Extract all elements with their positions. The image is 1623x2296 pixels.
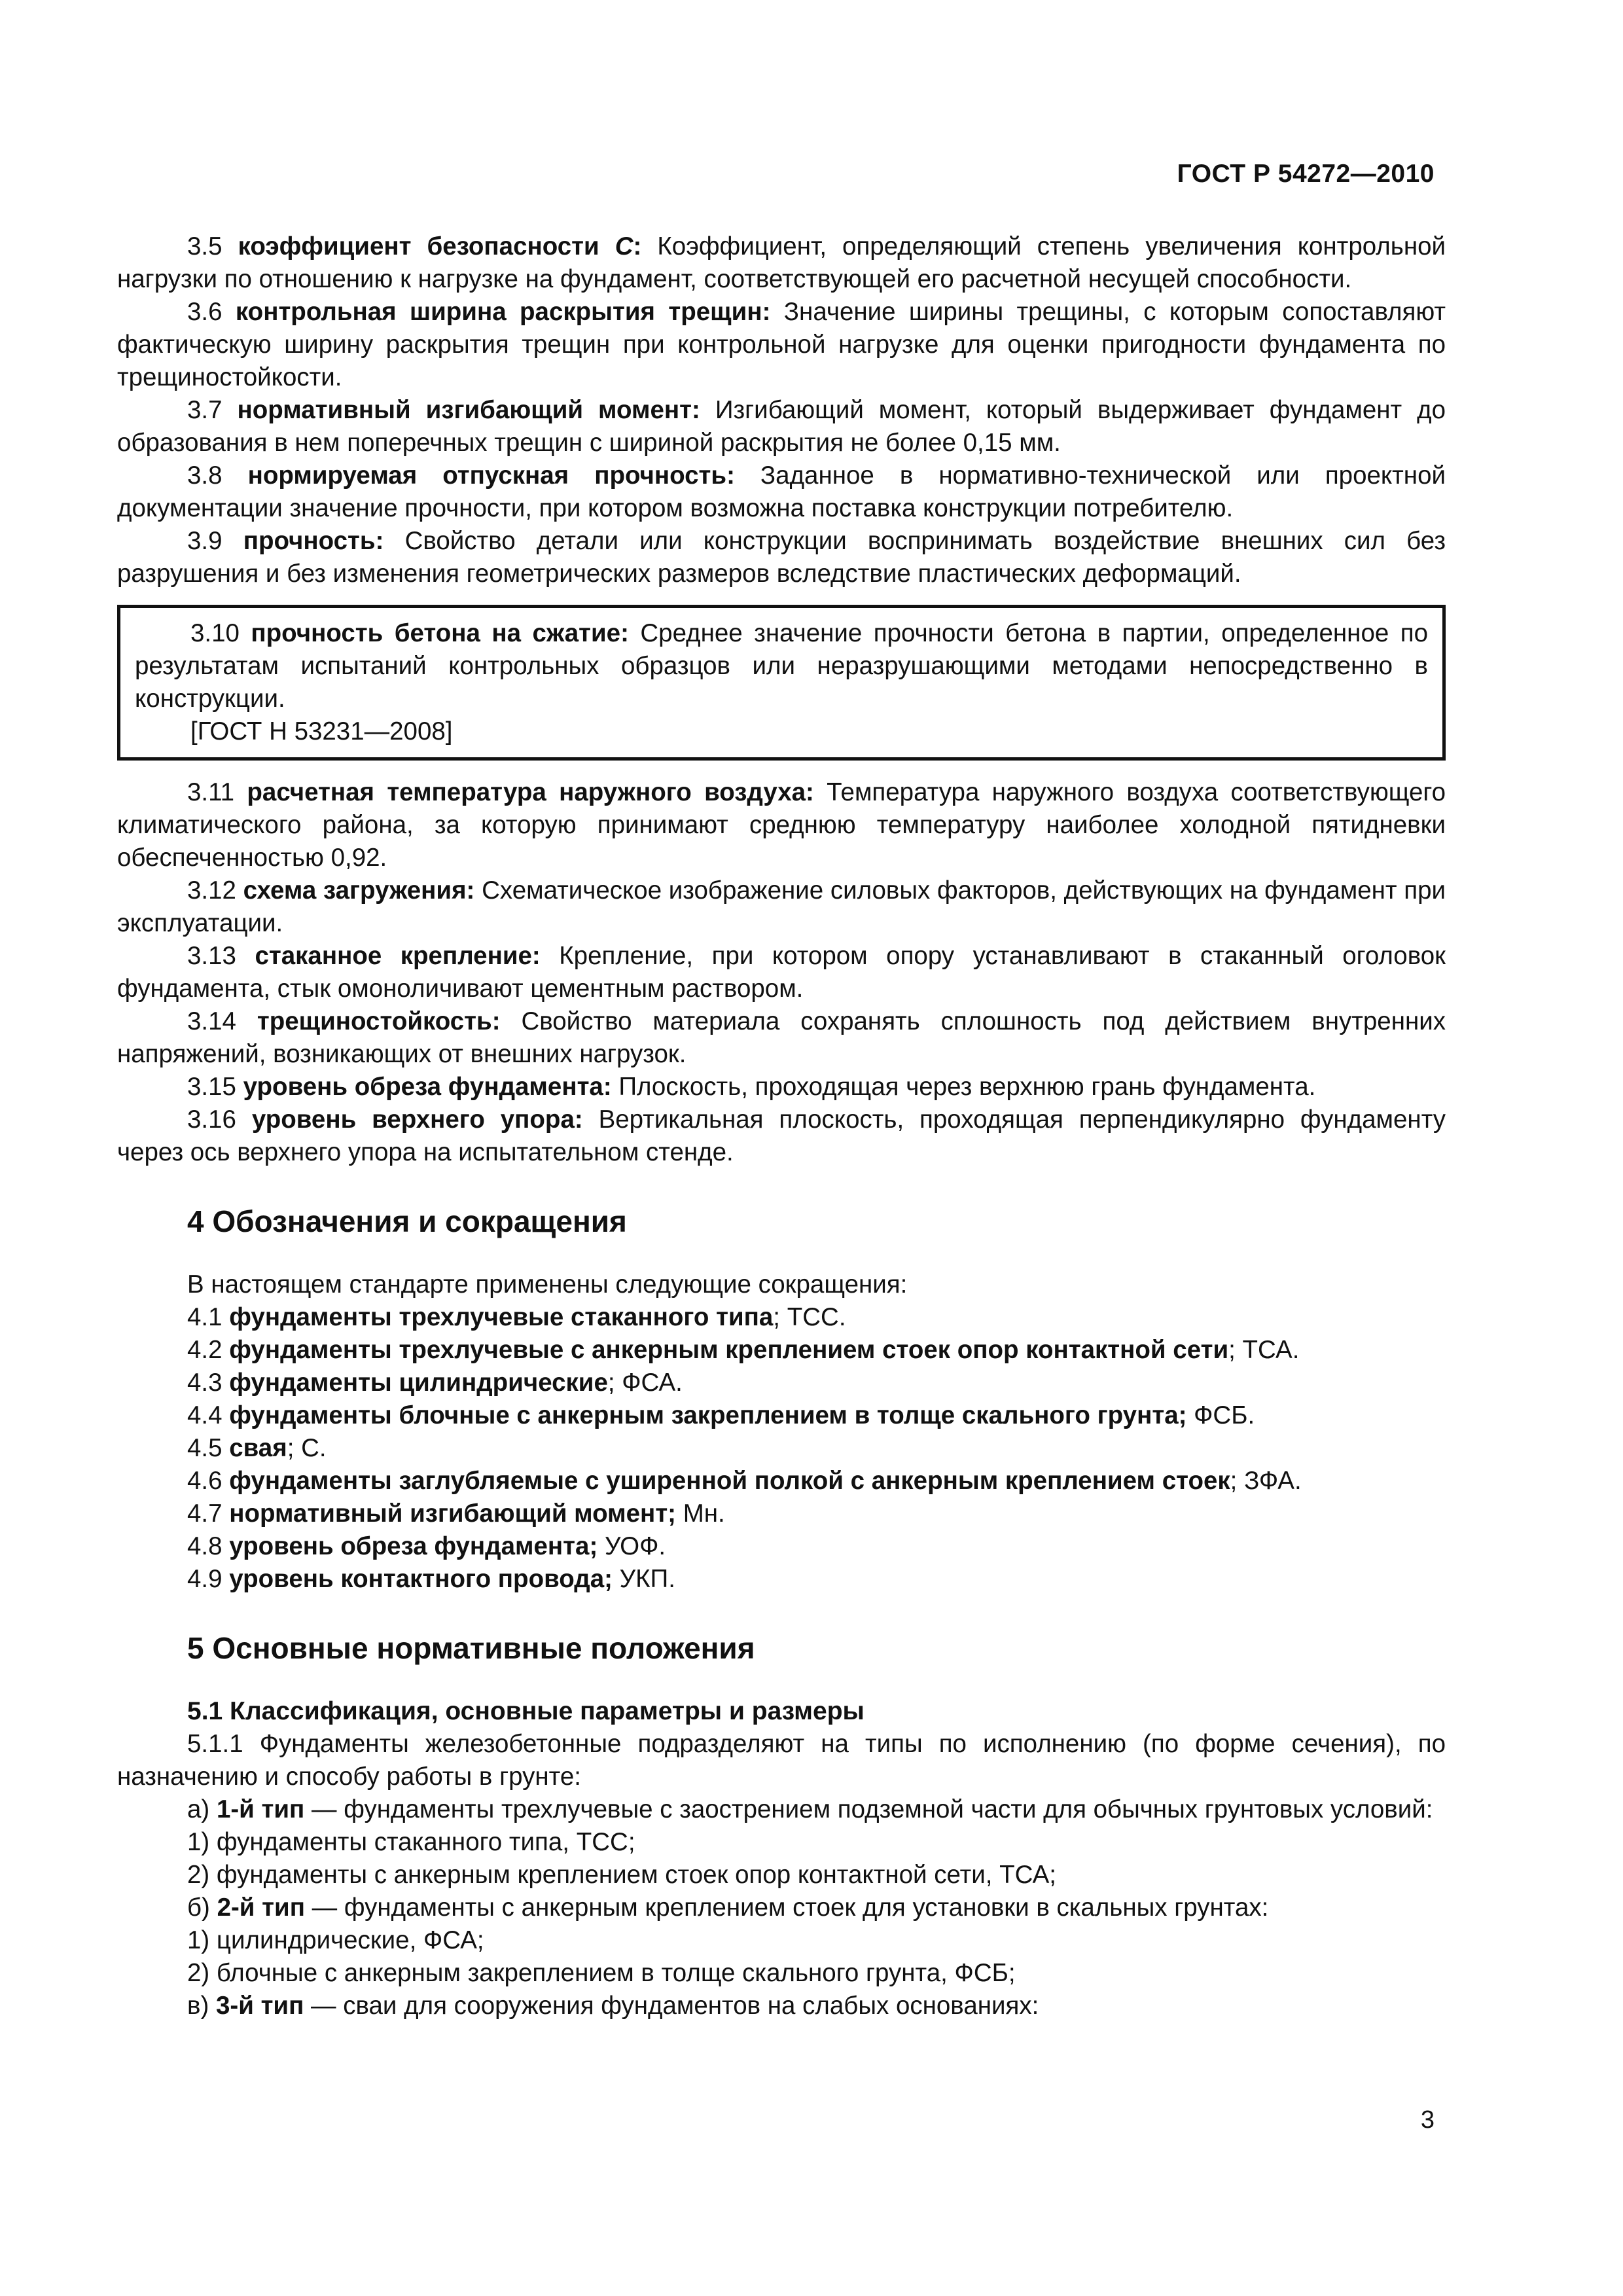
list-item: 1) фундаменты стаканного типа, ТСС; xyxy=(187,1828,635,1856)
terms-list-1 xyxy=(117,230,1446,590)
abbr-item: 4.8 уровень обреза фундамента; УОФ. xyxy=(187,1532,666,1560)
abbr-item: 4.4 фундаменты блочные с анкерным закреплением в толще скального грунта; ФСБ. xyxy=(187,1401,1255,1429)
boxed-term-3-10 xyxy=(117,605,1446,761)
term-3-5: 3.5 коэффициент безопасности С: Коэффициент, определяющий степень увеличения контрольной нагрузки по отношению к нагрузке на фундамент, соответствующей его расчетной несущей способности. xyxy=(117,232,1446,293)
page-number: 3 xyxy=(1420,2106,1435,2134)
type-3-item: в) 3-й тип — сваи для сооружения фундаментов на слабых основаниях: xyxy=(187,1992,1039,2020)
term-3-14: 3.14 трещиностойкость: Свойство материала сохранять сплошность под действием внутренних напряжений, возникающих от внешних нагрузок. xyxy=(117,1007,1446,1068)
document-id-header: ГОСТ Р 54272—2010 xyxy=(1177,160,1435,188)
term-3-11: 3.11 расчетная температура наружного воздуха: Температура наружного воздуха соответствующего климатического района, за которую принимают среднюю температуру наиболее холодной пятидневки обеспеченностью 0,92. xyxy=(117,778,1446,872)
term-3-16: 3.16 уровень верхнего упора: Вертикальная плоскость, проходящая перпендикулярно фундаменту через ось верхнего упора на испытательном стенде. xyxy=(117,1105,1446,1166)
term-3-8: 3.8 нормируемая отпускная прочность: Заданное в нормативно-технической или проектной документации значение прочности, при котором возможна поставка конструкции потребителю. xyxy=(117,461,1446,522)
term-3-10: 3.10 прочность бетона на сжатие: Среднее значение прочности бетона в партии, определенное по результатам испытаний контрольных образцов или неразрушающими методами непосредственно в конструкции. xyxy=(135,619,1428,713)
list-item: 2) фундаменты с анкерным креплением стоек опор контактной сети, ТСА; xyxy=(187,1861,1056,1889)
abbreviations-intro: В настоящем стандарте применены следующие сокращения: xyxy=(187,1270,908,1299)
type-1-item: а) 1-й тип — фундаменты трехлучевые с заострением подземной части для обычных грунтовых условий: xyxy=(187,1795,1433,1823)
section-5-title: 5 Основные нормативные положения xyxy=(187,1631,755,1665)
page-content xyxy=(117,230,1446,2022)
abbr-item: 4.7 нормативный изгибающий момент; Мн. xyxy=(187,1499,725,1528)
section-4-title: 4 Обозначения и сокращения xyxy=(187,1204,627,1238)
abbreviations-list xyxy=(117,1268,1446,1596)
list-item: 2) блочные с анкерным закреплением в толще скального грунта, ФСБ; xyxy=(187,1959,1016,1987)
list-item: 1) цилиндрические, ФСА; xyxy=(187,1926,484,1954)
type-2-item: б) 2-й тип — фундаменты с анкерным креплением стоек для установки в скальных грунтах: xyxy=(187,1893,1269,1922)
term-3-9: 3.9 прочность: Свойство детали или конструкции воспринимать воздействие внешних сил без разрушения и без изменения геометрических размеров вследствие пластических деформаций. xyxy=(117,527,1446,588)
term-3-7: 3.7 нормативный изгибающий момент: Изгибающий момент, который выдерживает фундамент до образования в нем поперечных трещин с шириной раскрытия не более 0,15 мм. xyxy=(117,396,1446,457)
abbr-item: 4.2 фундаменты трехлучевые с анкерным креплением стоек опор контактной сети; ТСА. xyxy=(187,1336,1300,1364)
term-3-12: 3.12 схема загружения: Схематическое изображение силовых факторов, действующих на фундамент при эксплуатации. xyxy=(117,876,1446,937)
subsection-5-1-title: 5.1 Классификация, основные параметры и размеры xyxy=(187,1697,865,1725)
term-3-15: 3.15 уровень обреза фундамента: Плоскость, проходящая через верхнюю грань фундамента. xyxy=(187,1073,1316,1101)
abbr-item: 4.5 свая; С. xyxy=(187,1434,327,1462)
abbr-item: 4.6 фундаменты заглубляемые с уширенной полкой с анкерным креплением стоек; ЗФА. xyxy=(187,1467,1302,1495)
abbr-item: 4.9 уровень контактного провода; УКП. xyxy=(187,1565,675,1593)
term-reference: [ГОСТ Н 53231—2008] xyxy=(190,717,453,745)
paragraph-5-1-1: 5.1.1 Фундаменты железобетонные подразделяют на типы по исполнению (по форме сечения), по назначению и способу работы в грунте: xyxy=(117,1730,1446,1791)
abbr-item: 4.3 фундаменты цилиндрические; ФСА. xyxy=(187,1369,683,1397)
term-3-6: 3.6 контрольная ширина раскрытия трещин: Значение ширины трещины, с которым сопоставляют фактическую ширину раскрытия трещин при контрольной нагрузке для оценки пригодности фундамента по трещиностойкости. xyxy=(117,298,1446,391)
terms-list-2 xyxy=(117,776,1446,1169)
abbr-item: 4.1 фундаменты трехлучевые стаканного типа; ТСС. xyxy=(187,1303,846,1331)
term-3-13: 3.13 стаканное крепление: Крепление, при котором опору устанавливают в стаканный оголовок фундамента, стык омоноличивают цементным раствором. xyxy=(117,942,1446,1003)
